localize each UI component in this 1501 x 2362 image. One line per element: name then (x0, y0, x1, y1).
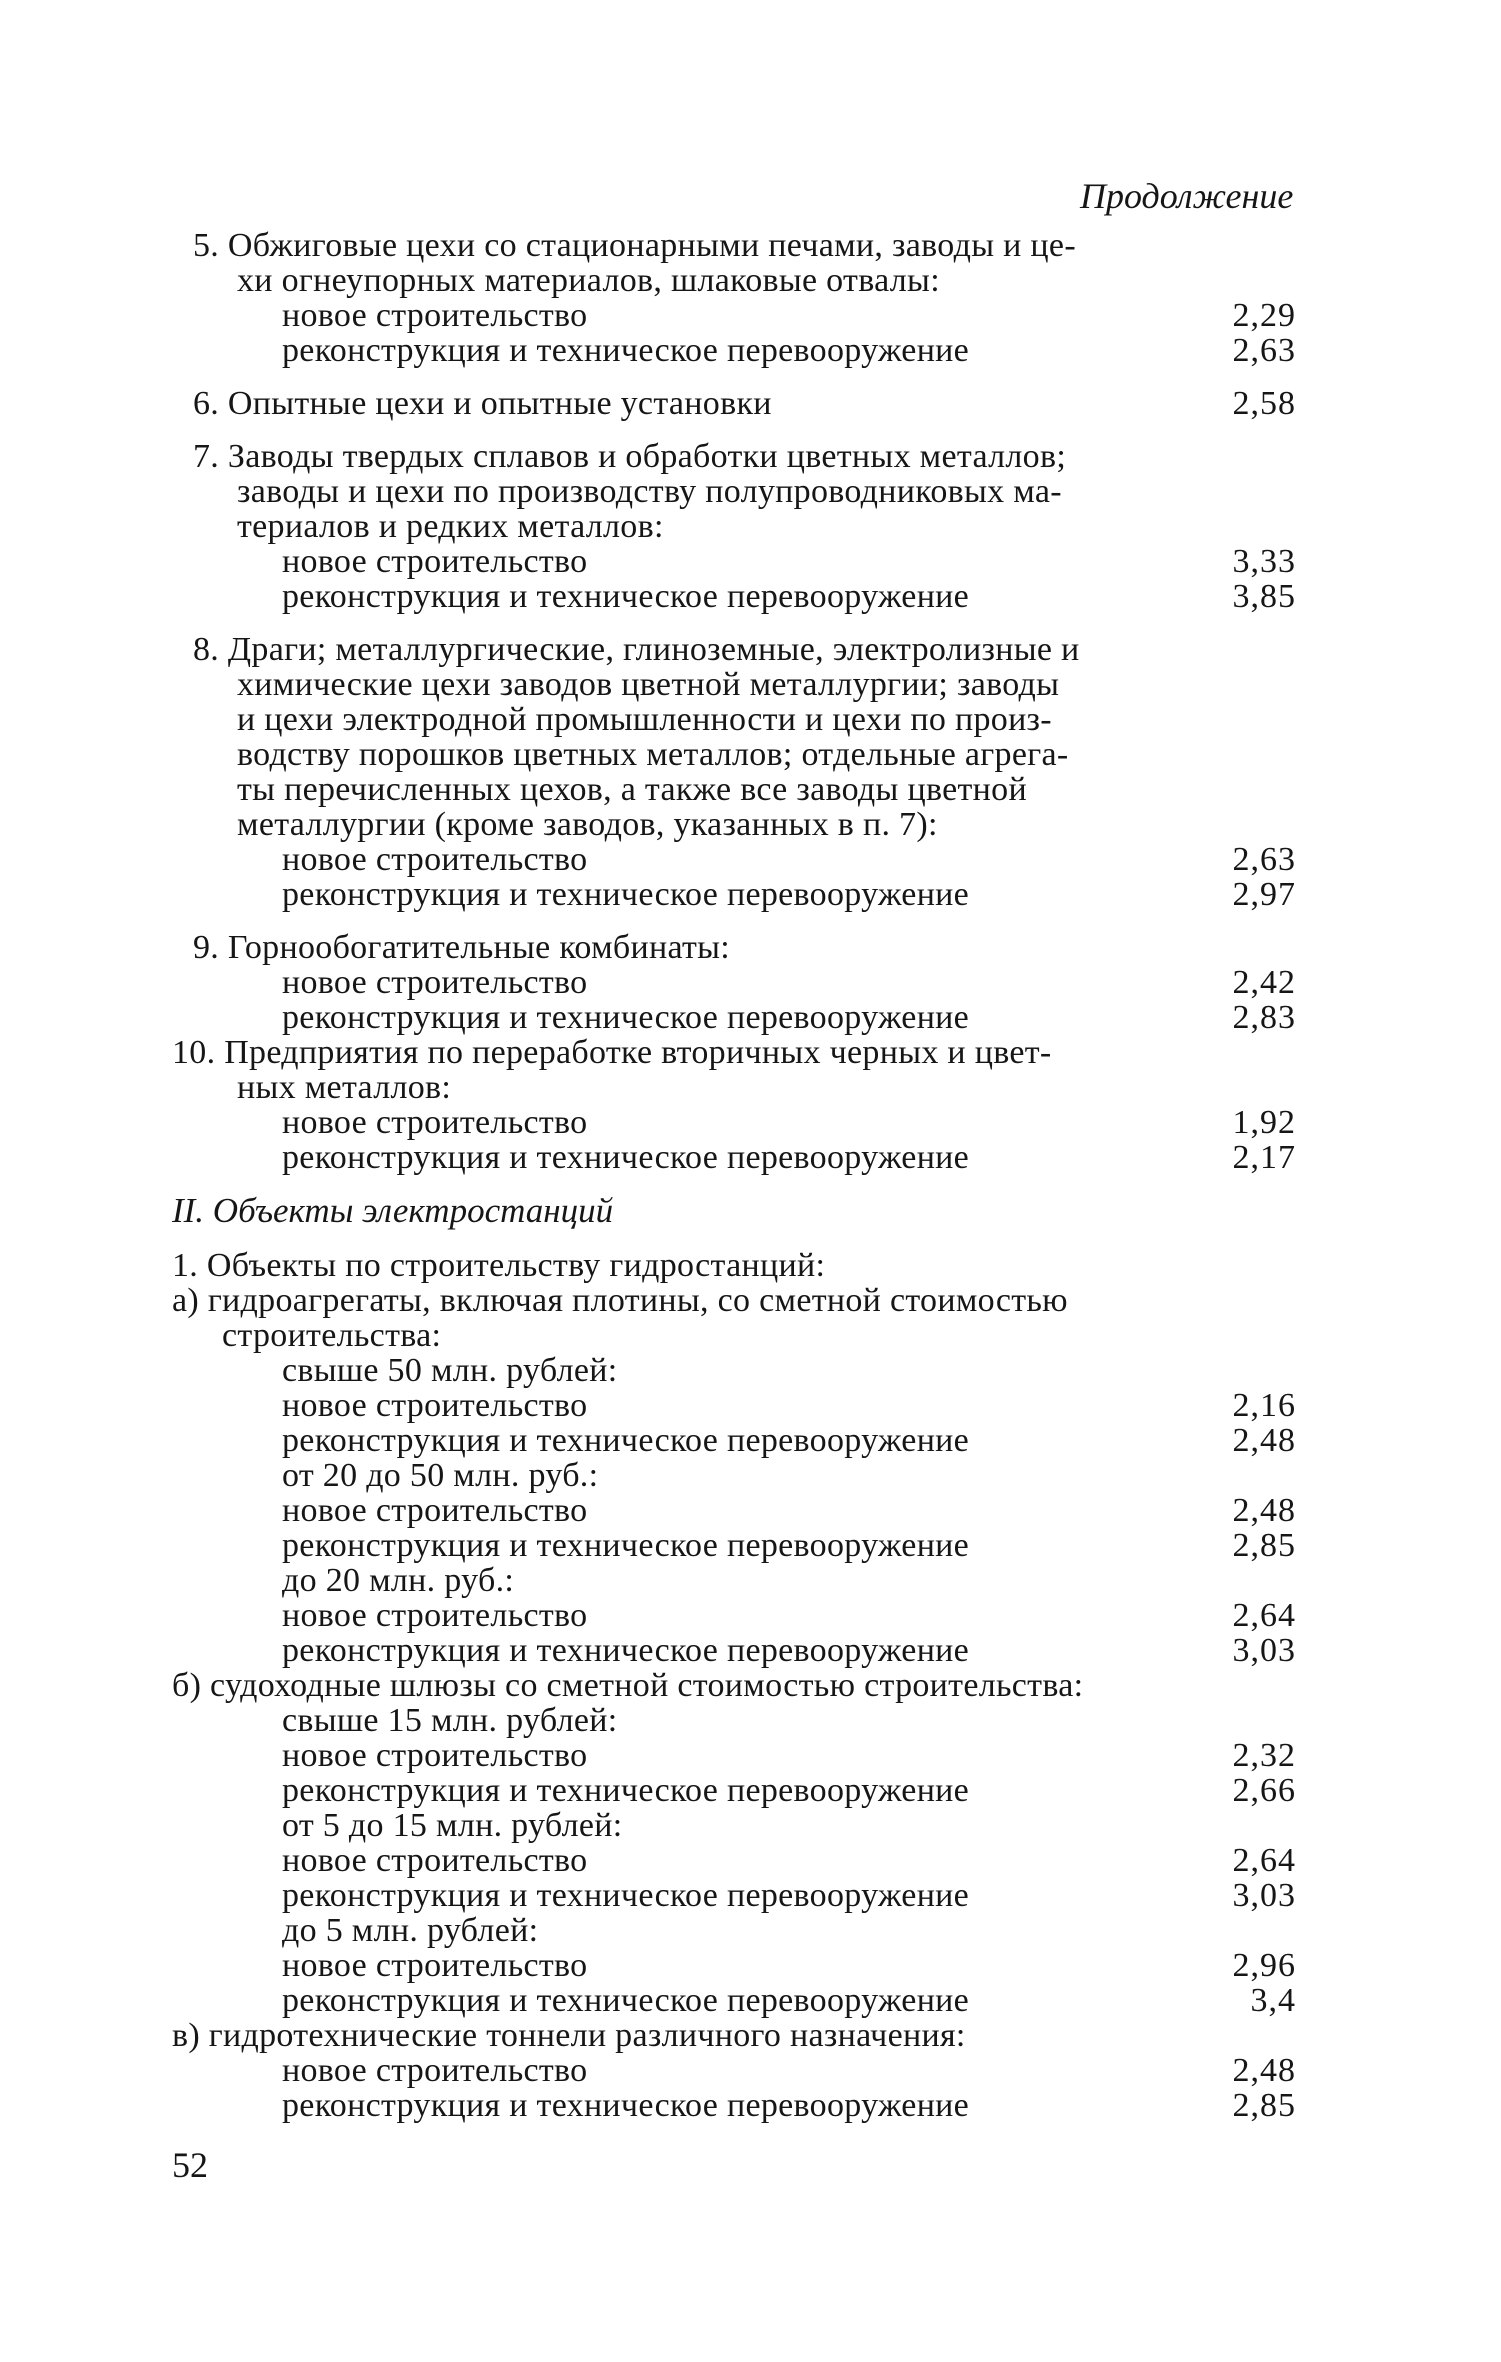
coefficient-value: 2,85 (1232, 2087, 1296, 2124)
text-line: реконструкция и техническое перевооружение (282, 1139, 970, 1176)
text-line: новое строительство (282, 1104, 588, 1141)
text-line: 7. Заводы твердых сплавов и обработки цветных металлов; (193, 438, 1067, 475)
text-line: 9. Горнообогатительные комбинаты: (193, 929, 731, 966)
coefficient-value: 2,83 (1232, 999, 1296, 1036)
coefficient-value: 2,58 (1232, 385, 1296, 422)
text-line: реконструкция и техническое перевооружение (282, 1422, 970, 1459)
coefficient-value: 2,64 (1232, 1597, 1296, 1634)
text-line: от 20 до 50 млн. руб.: (282, 1457, 599, 1494)
coefficient-value: 2,42 (1232, 964, 1296, 1001)
text-line: реконструкция и техническое перевооружение (282, 1877, 970, 1914)
coefficient-value: 2,17 (1232, 1139, 1296, 1176)
coefficient-value: 2,63 (1232, 841, 1296, 878)
text-line: 6. Опытные цехи и опытные установки (193, 385, 772, 422)
coefficient-value: 2,16 (1232, 1387, 1296, 1424)
coefficient-value: 2,48 (1232, 1422, 1296, 1459)
coefficient-value: 2,96 (1232, 1947, 1296, 1984)
page-number: 52 (172, 2145, 208, 2185)
coefficient-value: 3,85 (1232, 578, 1296, 615)
text-line: реконструкция и техническое перевооружение (282, 1772, 970, 1809)
text-line: териалов и редких металлов: (237, 508, 664, 545)
text-line: и цехи электродной промышленности и цехи по произ- (237, 701, 1052, 738)
text-line: реконструкция и техническое перевооружение (282, 1632, 970, 1669)
text-line: водству порошков цветных металлов; отдельные агрега- (237, 736, 1069, 773)
text-line: новое строительство (282, 1737, 588, 1774)
text-line: 5. Обжиговые цехи со стационарными печами, заводы и це- (193, 227, 1076, 264)
coefficient-value: 3,4 (1250, 1982, 1296, 2019)
coefficient-value: 2,29 (1232, 297, 1296, 334)
text-line: ты перечисленных цехов, а также все заводы цветной (237, 771, 1027, 808)
coefficient-value: 2,32 (1232, 1737, 1296, 1774)
text-line: реконструкция и техническое перевооружение (282, 1982, 970, 2019)
text-line: реконструкция и техническое перевооружение (282, 1527, 970, 1564)
text-line: 1. Объекты по строительству гидростанций: (172, 1247, 826, 1284)
text-line: новое строительство (282, 297, 588, 334)
text-line: металлургии (кроме заводов, указанных в п. 7): (237, 806, 938, 843)
text-line: новое строительство (282, 543, 588, 580)
text-line: а) гидроагрегаты, включая плотины, со сметной стоимостью (172, 1282, 1068, 1319)
coefficient-value: 3,03 (1232, 1632, 1296, 1669)
text-line: строительства: (222, 1317, 442, 1354)
text-line: 10. Предприятия по переработке вторичных черных и цвет- (172, 1034, 1052, 1071)
text-line: б) судоходные шлюзы со сметной стоимостью строительства: (172, 1667, 1084, 1704)
text-line: новое строительство (282, 2052, 588, 2089)
section-heading: II. Объекты электростанций (172, 1191, 614, 1230)
text-line: до 5 млн. рублей: (282, 1912, 539, 1949)
text-line: реконструкция и техническое перевооружение (282, 999, 970, 1036)
coefficient-value: 2,85 (1232, 1527, 1296, 1564)
text-line: химические цехи заводов цветной металлургии; заводы (237, 666, 1060, 703)
text-line: свыше 50 млн. рублей: (282, 1352, 618, 1389)
text-line: новое строительство (282, 1842, 588, 1879)
coefficient-value: 2,64 (1232, 1842, 1296, 1879)
text-line: хи огнеупорных материалов, шлаковые отвалы: (237, 262, 940, 299)
coefficient-value: 1,92 (1232, 1104, 1296, 1141)
text-line: новое строительство (282, 841, 588, 878)
coefficient-value: 2,48 (1232, 1492, 1296, 1529)
text-line: новое строительство (282, 1492, 588, 1529)
text-line: в) гидротехнические тоннели различного назначения: (172, 2017, 966, 2054)
text-line: новое строительство (282, 1597, 588, 1634)
text-line: новое строительство (282, 1947, 588, 1984)
coefficient-value: 2,48 (1232, 2052, 1296, 2089)
text-line: реконструкция и техническое перевооружение (282, 332, 970, 369)
coefficient-value: 2,97 (1232, 876, 1296, 913)
coefficient-value: 2,66 (1232, 1772, 1296, 1809)
text-line: реконструкция и техническое перевооружение (282, 578, 970, 615)
text-line: от 5 до 15 млн. рублей: (282, 1807, 623, 1844)
text-line: реконструкция и техническое перевооружение (282, 2087, 970, 2124)
continuation-label: Продолжение (1080, 176, 1294, 216)
text-line: свыше 15 млн. рублей: (282, 1702, 618, 1739)
coefficient-value: 3,33 (1232, 543, 1296, 580)
text-line: реконструкция и техническое перевооружение (282, 876, 970, 913)
text-line: ных металлов: (237, 1069, 452, 1106)
text-line: новое строительство (282, 1387, 588, 1424)
coefficient-value: 2,63 (1232, 332, 1296, 369)
coefficient-value: 3,03 (1232, 1877, 1296, 1914)
text-line: заводы и цехи по производству полупроводниковых ма- (237, 473, 1062, 510)
text-line: до 20 млн. руб.: (282, 1562, 515, 1599)
text-line: новое строительство (282, 964, 588, 1001)
text-line: 8. Драги; металлургические, глиноземные, электролизные и (193, 631, 1080, 668)
